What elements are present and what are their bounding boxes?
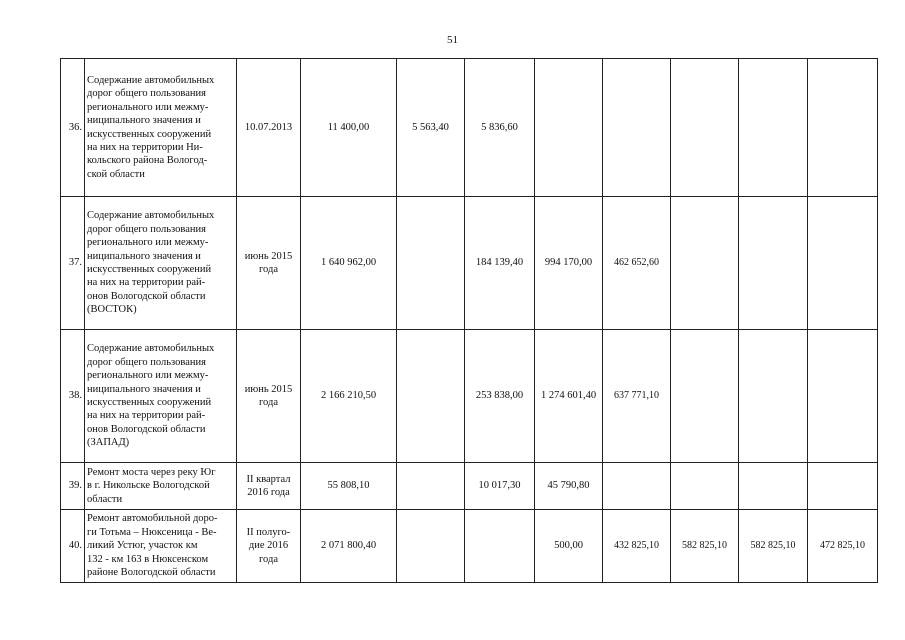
year-amount-3: 994 170,00 <box>535 197 603 330</box>
object-name-line: на них на территории Ни- <box>87 141 203 153</box>
object-name-line: регионального или межму- <box>87 101 209 113</box>
table-row <box>61 330 878 463</box>
object-name-line: (ВОСТОК) <box>87 304 137 316</box>
year-amount-1 <box>397 510 465 583</box>
year-amount-2: 184 139,40 <box>465 197 535 330</box>
year-amount-2: 253 838,00 <box>465 330 535 463</box>
year-amount-2: 5 836,60 <box>465 59 535 197</box>
table-row <box>61 510 878 583</box>
object-name-line: дорог общего пользования <box>87 223 206 235</box>
object-name <box>85 463 237 510</box>
completion-date: II квартал 2016 года <box>237 463 301 510</box>
object-name-line: искусственных сооружений <box>87 397 212 408</box>
year-amount-1: 5 563,40 <box>397 59 465 197</box>
object-name-line: Ремонт моста через реку Юг <box>87 466 216 478</box>
year-amount-7 <box>808 59 878 197</box>
year-amount-2: 10 017,30 <box>465 463 535 510</box>
program-table <box>60 58 878 583</box>
object-name-line: регионального или межму- <box>87 237 209 249</box>
year-amount-5 <box>671 463 739 510</box>
object-name <box>85 197 237 330</box>
object-name-line: регионального или межму- <box>87 370 209 382</box>
total-cost: 1 640 962,00 <box>301 197 397 330</box>
year-amount-5 <box>671 330 739 463</box>
completion-date: июнь 2015 года <box>237 197 301 330</box>
object-name-line: ниципального значения и <box>87 115 201 127</box>
object-name-line: на них на территории рай- <box>87 277 206 289</box>
object-name-line: области <box>87 493 123 505</box>
object-name-line: Ремонт автомобильной доро- <box>87 513 218 525</box>
object-name-line: онов Вологодской области <box>87 290 206 302</box>
object-name-line: 132 - км 163 в Нюксенском <box>87 553 209 565</box>
year-amount-4: 637 771,10 <box>603 330 671 463</box>
year-amount-3: 500,00 <box>535 510 603 583</box>
object-name <box>85 330 237 463</box>
total-cost: 2 166 210,50 <box>301 330 397 463</box>
year-amount-1 <box>397 197 465 330</box>
row-number: 37. <box>61 197 85 330</box>
completion-date: II полуго- дие 2016 года <box>237 510 301 583</box>
object-name-line: дорог общего пользования <box>87 88 206 100</box>
year-amount-7 <box>808 197 878 330</box>
object-name-line: Содержание автомобильных <box>87 343 215 355</box>
object-name-line: в г. Никольске Вологодской <box>87 480 210 492</box>
row-number: 39. <box>61 463 85 510</box>
object-name-line: (ЗАПАД) <box>87 437 130 449</box>
object-name-line: Содержание автомобильных <box>87 74 215 86</box>
year-amount-2 <box>465 510 535 583</box>
object-name-line: районе Вологодской области <box>87 567 216 579</box>
table-row <box>61 197 878 330</box>
year-amount-3 <box>535 59 603 197</box>
year-amount-4 <box>603 463 671 510</box>
total-cost: 2 071 800,40 <box>301 510 397 583</box>
table-row <box>61 59 878 197</box>
total-cost: 55 808,10 <box>301 463 397 510</box>
year-amount-4: 462 652,60 <box>603 197 671 330</box>
year-amount-7 <box>808 330 878 463</box>
object-name-line: ской области <box>87 168 145 180</box>
object-name-line: ниципального значения и <box>87 383 201 395</box>
total-cost: 11 400,00 <box>301 59 397 197</box>
object-name-line: искусственных сооружений <box>87 264 212 275</box>
year-amount-3: 45 790,80 <box>535 463 603 510</box>
year-amount-7: 472 825,10 <box>808 510 878 583</box>
object-name-line: искусственных сооружений <box>87 128 212 140</box>
object-name-line: ниципального значения и <box>87 250 201 262</box>
object-name <box>85 510 237 583</box>
object-name-line: ликий Устюг, участок км <box>87 540 198 552</box>
page-number: 51 <box>447 34 458 46</box>
year-amount-3: 1 274 601,40 <box>535 330 603 463</box>
year-amount-6 <box>739 197 808 330</box>
year-amount-4 <box>603 59 671 197</box>
object-name-line: на них на территории рай- <box>87 410 206 422</box>
object-name-line: кольского района Вологод- <box>87 155 208 167</box>
year-amount-5 <box>671 59 739 197</box>
object-name-line: дорог общего пользования <box>87 356 206 368</box>
completion-date: 10.07.2013 <box>237 59 301 197</box>
year-amount-6 <box>739 330 808 463</box>
year-amount-4: 432 825,10 <box>603 510 671 583</box>
row-number: 36. <box>61 59 85 197</box>
year-amount-7 <box>808 463 878 510</box>
table-body <box>61 59 878 583</box>
year-amount-5: 582 825,10 <box>671 510 739 583</box>
row-number: 40. <box>61 510 85 583</box>
object-name-line: онов Вологодской области <box>87 423 206 435</box>
table-row <box>61 463 878 510</box>
row-number: 38. <box>61 330 85 463</box>
year-amount-1 <box>397 463 465 510</box>
object-name <box>85 59 237 197</box>
completion-date: июнь 2015 года <box>237 330 301 463</box>
year-amount-6 <box>739 59 808 197</box>
object-name-line: Содержание автомобильных <box>87 210 215 222</box>
year-amount-6: 582 825,10 <box>739 510 808 583</box>
year-amount-5 <box>671 197 739 330</box>
year-amount-1 <box>397 330 465 463</box>
year-amount-6 <box>739 463 808 510</box>
object-name-line: ги Тотьма – Нюксеница - Ве- <box>87 526 217 538</box>
